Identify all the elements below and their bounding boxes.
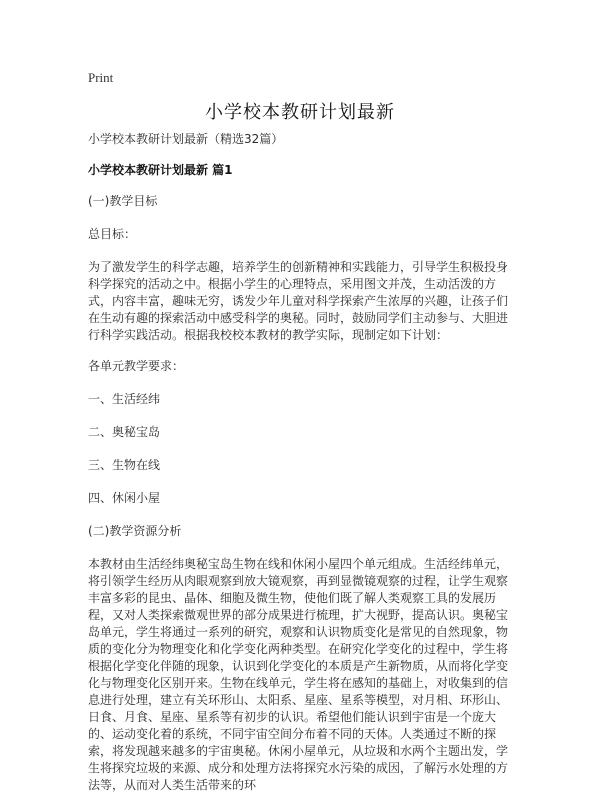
unit-item-1: 一、生活经纬	[88, 392, 161, 406]
print-link[interactable]: Print	[88, 70, 114, 85]
resource-analysis-heading: (二)教学资源分析	[88, 524, 182, 538]
teaching-goals-heading: (一)教学目标	[88, 194, 158, 208]
overall-goal-label: 总目标：	[88, 227, 137, 241]
document-subtitle: 小学校本教研计划最新（精选32篇）	[88, 132, 284, 146]
page-title: 小学校本教研计划最新	[205, 102, 395, 123]
unit-requirements-label: 各单元教学要求：	[88, 359, 185, 373]
unit-item-4: 四、休闲小屋	[88, 491, 161, 505]
section-heading: 小学校本教研计划最新 篇1	[88, 163, 233, 177]
document-body	[88, 131, 518, 808]
unit-item-2: 二、奥秘宝岛	[88, 425, 161, 439]
unit-item-3: 三、生物在线	[88, 458, 161, 472]
resource-analysis-paragraph: 本教材由生活经纬奥秘宝岛生物在线和休闲小屋四个单元组成。生活经纬单元，将引领学生经历从肉眼观察到放大镜观察，再到显微镜观察的过程，让学生观察丰富多彩的昆虫、晶体、细胞及微生物，使他们既了解人类观察工具的发展历程，又对人类探索微观世界的部分成果进行梳理，扩大视野，提高认识。奥秘宝岛单元，学生将通过一系列的研究，观察和认识物质变化是常见的自然现象，物质的变化分为物理变化和化学变化两种类型。在研究化学变化的过程中，学生将根据化学变化伴随的现象，认识到化学变化的本质是产生新物质，从而将化学变化与物理变化区别开来。生物在线单元，学生将在感知的基础上，对收集到的信息进行处理，建立有关环形山、太阳系、星座、星系等模型，对月相、环形山、日食、月食、星座、星系等有初步的认识。希望他们能认识到宇宙是一个庞大的、运动变化着的系统，不同宇宙空间分布着不同的天体。人类通过不断的探索，将发现越来越多的宇宙奥秘。休闲小屋单元，从垃圾和水两个主题出发，学生将探究垃圾的来源、成分和处理方法将探究水污染的成因，了解污水处理的方法等，从而对人类生活带来的环	[88, 557, 509, 792]
intro-paragraph: 为了激发学生的科学志趣，培养学生的创新精神和实践能力，引导学生积极投身科学探究的活动之中。根据小学生的心理特点，采用图文并茂，生动活泼的方式，内容丰富，趣味无穷，诱发少年儿童对科学探索产生浓厚的兴趣，让孩子们在生动有趣的探索活动中感受科学的奥秘。同时，鼓励同学们主动参与、大胆进行科学实践活动。根据我校校本教材的教学实际，现制定如下计划：	[88, 260, 509, 342]
